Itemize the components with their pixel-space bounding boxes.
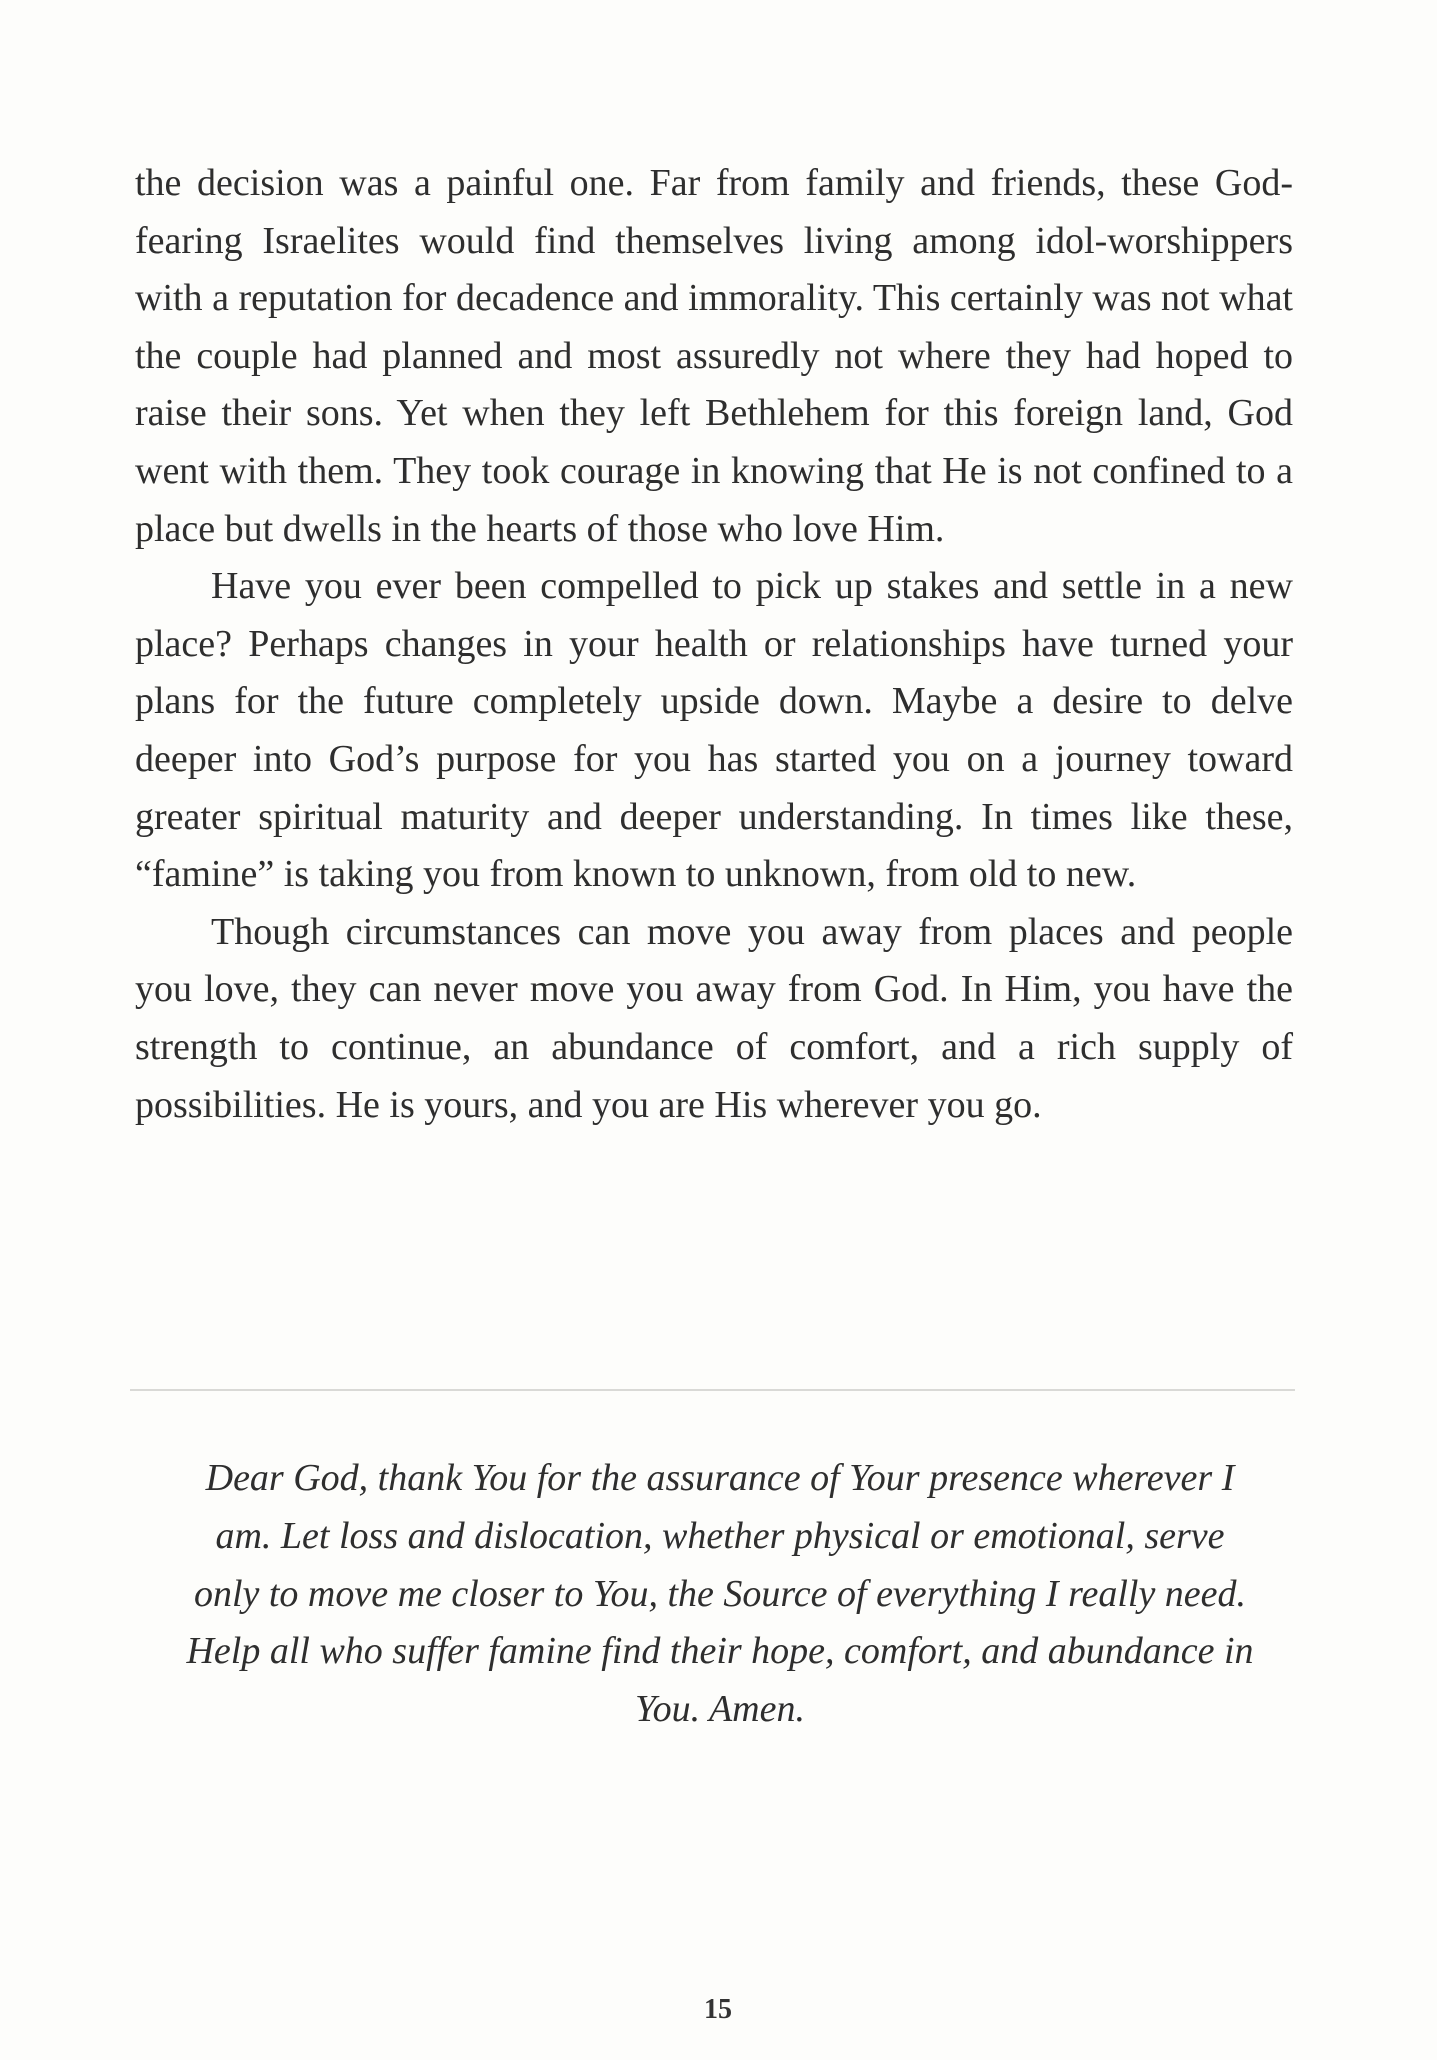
paragraph-3: Though circumstances can move you away from places and people you love, they can never move you away from God. In Him, you have the strength to continue, an abundance of comfort, and a rich supply of possibilities. He is yours, and you are His wherever you go. [135, 910, 1293, 1126]
paragraph-2: Have you ever been compelled to pick up stakes and settle in a new place? Perhaps changes in your health or relationships have turned your plans for the future completely upside down. Maybe a desire to delve deeper into God’s purpose for you has started you on a journey toward greater spiritual maturity and deeper understanding. In times like these, “famine” is taking you from known to unknown, from old to new. [135, 565, 1293, 896]
prayer-block [180, 1450, 1260, 1739]
section-divider [130, 1389, 1295, 1391]
prayer-text: Dear God, thank You for the assurance of Your presence wherever I am. Let loss and dislocation, whether physical or emotional, serve only to move me closer to You, the Source of everything I really need. Help all who suffer famine find their hope, comfort, and abundance in You. Amen. [186, 1457, 1254, 1731]
page-number: 15 [704, 1994, 732, 2025]
body-text [135, 155, 1293, 1134]
paragraph-1: the decision was a painful one. Far from family and friends, these God-fearing Israelites would find themselves living among idol-worshippers with a reputation for decadence and immorality. This certainly was not what the couple had planned and most assuredly not where they had hoped to raise their sons. Yet when they left Bethlehem for this foreign land, God went with them. They took courage in knowing that He is not confined to a place but dwells in the hearts of those who love Him. [135, 162, 1293, 550]
